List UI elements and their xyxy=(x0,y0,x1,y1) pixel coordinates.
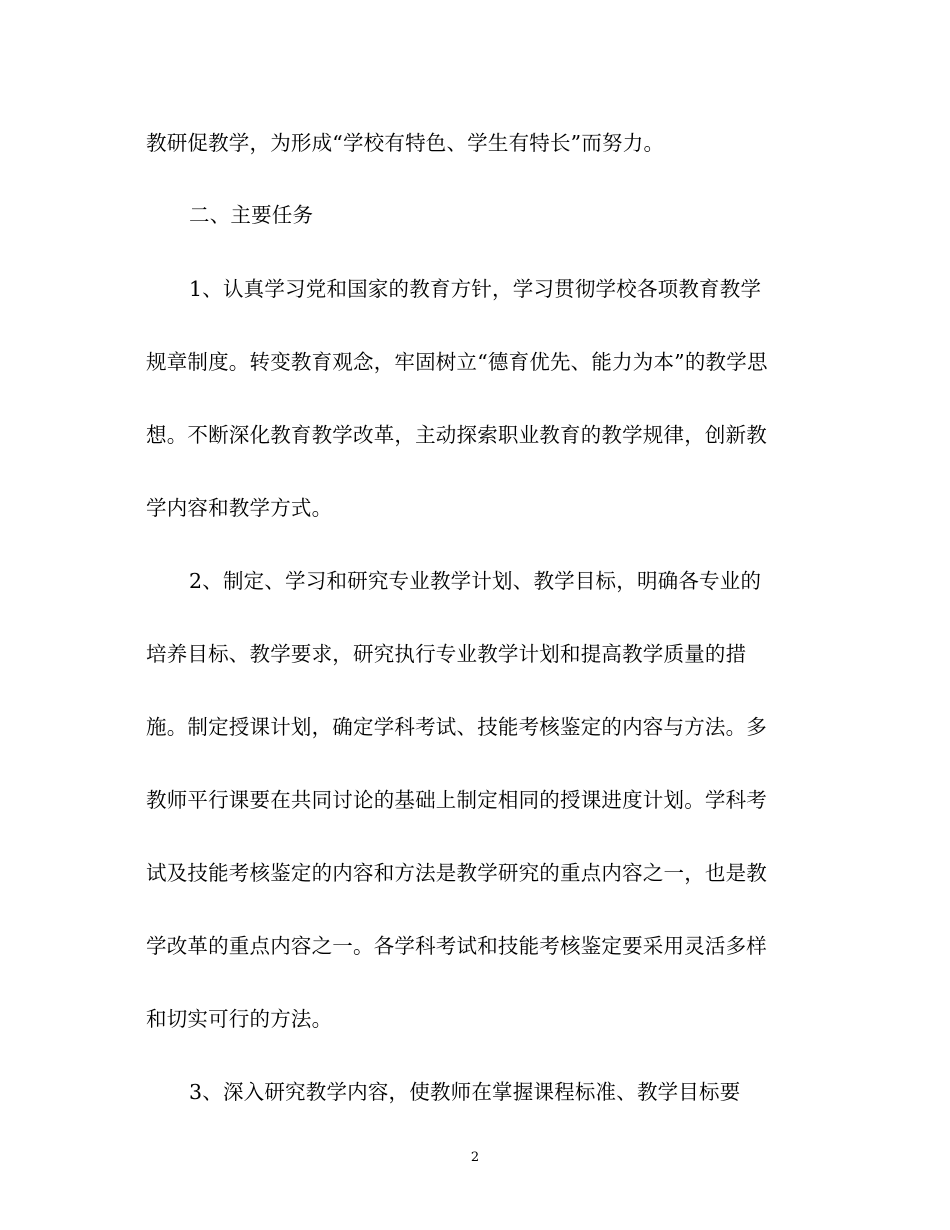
text-line: 1、认真学习党和国家的教育方针，学习贯彻学校各项教育教学 xyxy=(189,277,762,301)
text-line: 试及技能考核鉴定的内容和方法是教学研究的重点内容之一，也是教 xyxy=(146,861,767,885)
text-line: 和切实可行的方法。 xyxy=(146,1007,333,1031)
section-heading: 二、主要任务 xyxy=(189,203,314,227)
text-line: 培养目标、教学要求，研究执行专业教学计划和提高教学质量的措 xyxy=(146,642,747,666)
text-line: 施。制定授课计划，确定学科考试、技能考核鉴定的内容与方法。多 xyxy=(146,715,767,739)
text-line: 学改革的重点内容之一。各学科考试和技能考核鉴定要采用灵活多样 xyxy=(146,934,767,958)
text-line: 3、深入研究教学内容，使教师在掌握课程标准、教学目标要 xyxy=(189,1080,741,1104)
text-line: 规章制度。转变教育观念，牢固树立“德育优先、能力为本”的教学思 xyxy=(146,350,768,374)
text-line: 2、制定、学习和研究专业教学计划、教学目标，明确各专业的 xyxy=(189,569,762,593)
page-number: 2 xyxy=(470,1150,480,1165)
text-line: 学内容和教学方式。 xyxy=(146,496,333,520)
text-line: 教研促教学，为形成“学校有特色、学生有特长”而努力。 xyxy=(146,131,665,155)
text-line: 想。不断深化教育教学改革，主动探索职业教育的教学规律，创新教 xyxy=(146,423,767,447)
text-line: 教师平行课要在共同讨论的基础上制定相同的授课进度计划。学科考 xyxy=(146,788,767,812)
